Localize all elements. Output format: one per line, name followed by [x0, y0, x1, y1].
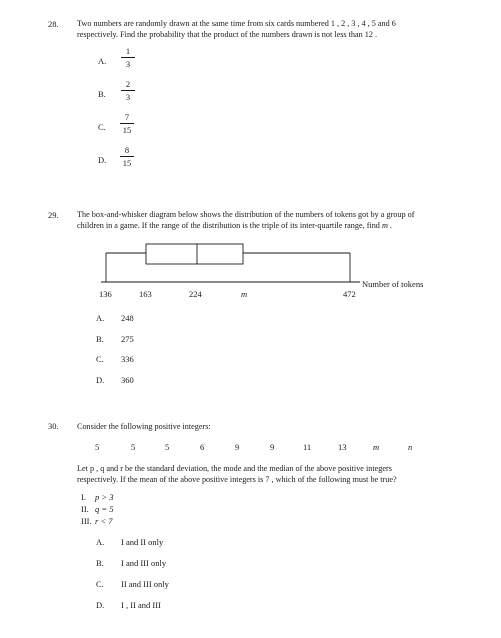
statement-text: q = 5: [95, 504, 114, 514]
q30-option-c-letter: C.: [96, 579, 104, 589]
q30-option-a-letter: A.: [96, 537, 105, 547]
sequence-value: m: [373, 442, 380, 452]
q28-option-d-denominator: 15: [122, 158, 132, 168]
q28-option-c-denominator: 15: [122, 125, 132, 135]
q29-option-d-value: 360: [121, 375, 134, 385]
question-30-intro: Consider the following positive integers:: [77, 422, 211, 431]
statement-roman: II.: [81, 504, 89, 514]
q28-option-c-numerator: 7: [124, 112, 130, 122]
q29-option-a-letter: A.: [96, 313, 105, 323]
tick-label-median: 224: [189, 289, 202, 299]
q29-option-b-letter: B.: [96, 334, 104, 344]
q28-option-a-letter: A.: [98, 56, 107, 66]
q28-option-d-letter: D.: [98, 155, 107, 165]
sequence-value: 9: [270, 442, 275, 452]
sequence-value: 5: [95, 442, 100, 452]
box-q1-q3: [146, 244, 243, 264]
tick-label-max: 472: [343, 289, 356, 299]
q30-option-c-value: II and III only: [121, 579, 169, 589]
statement-text: r < 7: [95, 516, 113, 526]
q29-option-b-value: 275: [121, 334, 134, 344]
q30-option-b-value: I and III only: [121, 558, 167, 568]
question-29-variable-m: m: [381, 221, 388, 230]
question-28-text-line2: respectively. Find the probability that the product of the numbers drawn is not less than 12 .: [77, 30, 378, 39]
sequence-value: 5: [165, 442, 170, 452]
q29-option-d-letter: D.: [96, 375, 105, 385]
statement-roman: III.: [81, 516, 92, 526]
q28-option-c-letter: C.: [98, 122, 106, 132]
tick-label-q3: m: [241, 289, 248, 299]
question-29-text-line1: The box-and-whisker diagram below shows the distribution of the numbers of tokens got by a group of: [77, 210, 415, 219]
question-30-text-line1: Let p , q and r be the standard deviation, the mode and the median of the above positive integers: [77, 464, 392, 473]
q29-option-a-value: 248: [121, 313, 134, 323]
sequence-value: 6: [200, 442, 205, 452]
tick-label-min: 136: [99, 289, 112, 299]
question-29-text-line2: children in a game. If the range of the distribution is the triple of its inter-quartile range, find m .: [77, 221, 392, 230]
diagram-axis-label: Number of tokens: [362, 279, 424, 289]
q29-option-c-letter: C.: [96, 354, 104, 364]
q28-option-a-denominator: 3: [125, 59, 131, 69]
sequence-value: 9: [235, 442, 240, 452]
question-30-text-line2: respectively. If the mean of the above positive integers is 7 , which of the following must be true?: [77, 475, 397, 484]
question-29-number: 29.: [48, 210, 59, 220]
q30-option-d-value: I , II and III: [121, 600, 161, 610]
question-28-number: 28.: [48, 19, 59, 29]
sequence-value: 5: [131, 442, 136, 452]
q28-option-b-numerator: 2: [125, 79, 131, 89]
statement-roman: I.: [81, 492, 86, 502]
q28-option-d-numerator: 8: [124, 145, 130, 155]
q30-option-d-letter: D.: [96, 600, 105, 610]
question-28-text-line1: Two numbers are randomly drawn at the same time from six cards numbered 1 , 2 , 3 , 4 , 5 and 6: [77, 19, 396, 28]
question-29-text-line2-prefix: children in a game. If the range of the distribution is the triple of its inter-quartile range, find: [77, 221, 380, 230]
q30-option-a-value: I and II only: [121, 537, 164, 547]
sequence-value: 13: [338, 442, 347, 452]
question-30-number: 30.: [48, 421, 59, 431]
sequence-value: n: [408, 442, 413, 452]
q29-option-c-value: 336: [121, 354, 134, 364]
statement-text: p > 3: [95, 492, 114, 502]
sequence-value: 11: [303, 442, 312, 452]
tick-label-q1: 163: [139, 289, 152, 299]
q28-option-a-numerator: 1: [125, 46, 131, 56]
q30-option-b-letter: B.: [96, 558, 104, 568]
q28-option-b-denominator: 3: [125, 92, 131, 102]
q28-option-b-letter: B.: [98, 89, 106, 99]
